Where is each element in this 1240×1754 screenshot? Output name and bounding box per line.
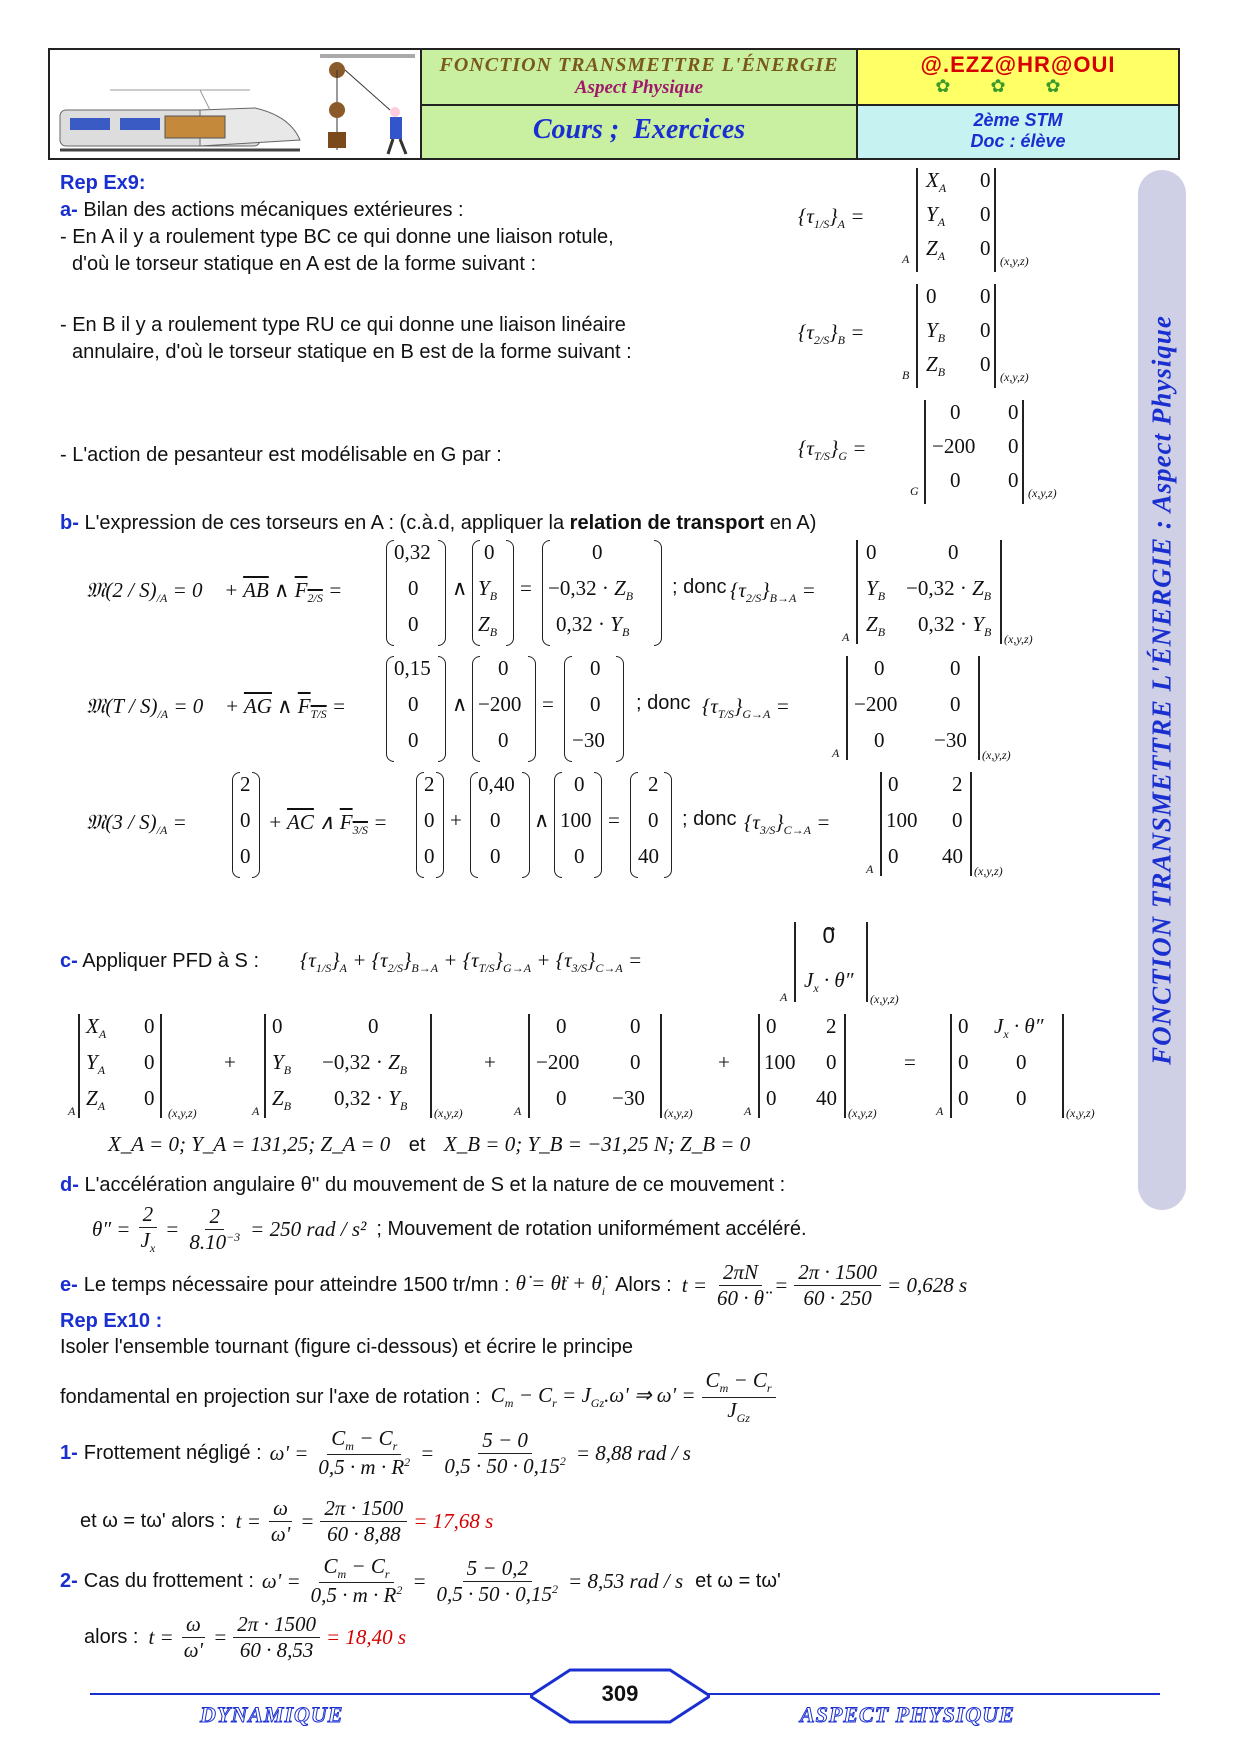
ex9-b-bold: relation de transport [569,512,765,534]
header-level: 2ème STM [973,110,1063,130]
ex10-intro1: Isoler l'ensemble tournant (figure ci-dessous) et écrire le principe [60,1336,633,1358]
side-label: FONCTION TRANSMETTRE L'ÉNERGIE : Aspect Physique [1146,315,1177,1065]
ex9-a-line3: - En B il y a roulement type RU ce qui donne une liaison linéaire [60,314,626,336]
ex10-p1-row: 1- Frottement négligé : ω' = $\frac{C_m - C_r}{0,5 \cdot m \cdot R^2}$ = $\frac{5 - 0}{0,5 \cdot 50 \cdot 0,15^2}$ = 8,88 rad / s [60,1425,691,1480]
donc-2: ; donc [636,692,691,714]
header-box [48,48,1180,160]
torsor-1S-A: $\{\tau_{1/S}\}_A$ = $X_A$ 0 $Y_A$ 0 $Z_A$ 0 A (x,y,z) [798,168,1048,276]
result-A: X_A = 0; Y_A = 131,25; Z_A = 0 [108,1132,391,1156]
header-subtitle: Aspect Physique [574,77,704,98]
ex9-b-text1: L'expression de ces torseurs en A : (c.à.d, appliquer la [84,512,570,534]
ex10-p1-et: et ω = tω' alors : [80,1510,226,1532]
header-title-cell [422,50,858,106]
ex9-a-text: Bilan des actions mécaniques extérieures : [83,199,464,221]
ex9-b-tag: b- [60,512,79,534]
ex9-a-line2: d'où le torseur statique en A est de la forme suivant : [72,253,537,275]
train-pulley-illustration [50,50,420,158]
header-cours-cell [422,106,858,158]
ex9-a-line1: - En A il y a roulement type BC ce qui donne une liaison rotule, [60,226,614,248]
ex10-p2-text: Cas du frottement : [83,1570,254,1592]
ex10-p1-time: = 17,68 s [413,1508,494,1533]
flower-icons: ✿✿✿ [935,76,1101,96]
ex9-d-formula: θ″ = $\frac{2}{J_x}$ = $\frac{2}{8.10^{-3}}$ = 250 rad / s² ; Mouvement de rotation uniformément accéléré. [92,1201,807,1256]
header-title: FONCTION TRANSMETTRE L'ÉNERGIE [439,54,839,76]
torsor-TS-G: $\{\tau_{T/S}\}_G$ = 0 0 −200 0 0 0 G (x,y,z) [798,400,1078,508]
ex9-d-nature: ; Mouvement de rotation uniformément accéléré. [376,1218,807,1240]
ex9-title: Rep Ex9: [60,172,146,194]
pfd-results [108,1132,750,1158]
ex10-intro2-row: fondamental en projection sur l'axe de rotation : $C_m - C_r = J_{Gz}.\omega'$ ⇒ ω' = $\frac{C_m - C_r}{J_{Gz}}$ [60,1360,776,1434]
ex10-p1-val: = 8,88 rad / s [575,1440,691,1465]
torsor-2S-B: $\{\tau_{2/S}\}_B$ = 0 0 $Y_B$ 0 $Z_B$ 0 B (x,y,z) [798,284,1048,392]
ex9-e-text: Le temps nécessaire pour atteindre 1500 tr/mn : [83,1274,510,1296]
ex9-c-tag: c- [60,950,78,972]
ex9-e-result: = 0,628 s [887,1272,968,1297]
ex10-p1-text: Frottement négligé : [83,1442,262,1464]
ex9-b [60,510,816,536]
transport-moment-2S: 𝔐(2 / $S)_{/A}$ = 0⃗ + $\overline{AB}$ ∧ $F_{2/S}$ = 0,32 0 0 ∧ 0 $Y_B$ $Z_B$ = 0 $-0,32 \cdot Z_B$ $0,32 \cdot Y_B$ ; donc $\{\tau_{2/S}\}_{B\to A}$ = 0 0 $Y_B$ $-0,32 \cdot Z_B$ $Z_B$ $0,32 \cdot Y_B$ A (x,y,z) [86,540,1033,646]
pfd-expanded: $X_A$ 0 $Y_A$ 0 $Z_A$ 0 A (x,y,z) + 0 0 $Y_B$ $-0,32 \cdot Z_B$ $Z_B$ $0,32 \cdot Y_B$ A (x,y,z) + 0 0 −200 0 0 −30 A (x,y,z) + 0 2 100 0 0 40 A (x,y,z) = 0 $J_x \cdot \theta''$ 0 0 0 0 A (x,y,z) [68,1014,1095,1120]
ex10-p2-alors: alors : [84,1626,139,1648]
header-cours: Cours ; Exercices [532,114,746,145]
header-brand-cell [858,50,1178,106]
ex9-a-line4: annulaire, d'où le torseur statique en B est de la forme suivant : [72,341,632,363]
ex9-c-text: Appliquer PFD à S : [82,950,259,972]
footer-right: ASPECT PHYSIQUE [800,1702,1015,1727]
result-B: X_B = 0; Y_B = −31,25 N; Z_B = 0 [443,1132,751,1156]
header-illustration [50,50,422,158]
header-doc: Doc : élève [970,131,1066,151]
ex10-p2-val: = 8,53 rad / s [568,1568,684,1593]
transport-moment-3S: 𝔐(3 / $S)_{/A}$ = 2 0 0 + $\overline{AC}$ ∧ $F_{3/S}$ = 2 0 0 + 0,40 0 0 ∧ 0 100 0 = 2 0 40 ; donc $\{\tau_{3/S}\}_{C\to A}$ = 0 2 100 0 0 40 A (x,y,z) [86,772,1003,878]
header-brand: @.EZZ@HR@OUI [920,52,1116,77]
ex9-e-alors: Alors : [615,1274,672,1296]
transport-moment-TS: 𝔐(T / $S)_{/A}$ = 0⃗ + $\overline{AG}$ ∧ $F_{T/S}$ = 0,15 0 0 ∧ 0 −200 0 = 0 0 −30 ; donc $\{\tau_{T/S}\}_{G\to A}$ = 0 0 −200 0 0 −30 A (x,y,z) [86,656,1011,762]
ex10-intro2: fondamental en projection sur l'axe de rotation : [60,1386,481,1408]
footer-left: DYNAMIQUE [200,1702,344,1727]
header-level-cell [858,106,1178,158]
ex9-e: e- Le temps nécessaire pour atteindre 1500 tr/mn : θ̇ = θ̈t + $\thetȧ_i$ Alors : t = $\frac{2\pi N}{60 \cdot \thetä}$ = $\frac{2\pi \cdot 1500}{60 \cdot 250}$ = 0,628 s [60,1259,968,1310]
donc-3: ; donc [682,808,737,830]
ex10-p2-tag: 2- [60,1570,78,1592]
ex9-a-tag: a- [60,199,78,221]
ex10-title: Rep Ex10 : [60,1310,163,1332]
ex9-c [60,948,259,974]
pfd-sum: $\{\tau_{1/S}\}_A + \{\tau_{2/S}\}_{B\to A} + \{\tau_{T/S}\}_{G\to A} + \{\tau_{3/S}\}_{C\to A}$ = 0⃗ $J_x \cdot \theta''$ A (x,y,z) [300,924,899,1006]
ex10-p1-time-row: et ω = tω' alors : t = $\frac{\omega}{\omega'}$ = $\frac{2\pi \cdot 1500}{60 \cdot 8,88}$ = 17,68 s [80,1495,494,1546]
ex10-p2-et: et ω = tω' [695,1570,781,1592]
ex9-a-line5: - L'action de pesanteur est modélisable en G par : [60,444,502,466]
ex9-d [60,1172,785,1198]
ex9-d-text: L'accélération angulaire θ'' du mouvement de S et la nature de ce mouvement : [84,1174,786,1196]
page-number: 309 [601,1681,639,1706]
ex10-p2-time: = 18,40 s [326,1624,407,1649]
ex10-p1-tag: 1- [60,1442,78,1464]
side-banner [1138,170,1186,1210]
ex9-d-result: = 250 rad / s² [250,1216,367,1241]
ex9-b-text2: en A) [764,512,817,534]
ex9-a [60,197,464,223]
ex10-p2-row: 2- Cas du frottement : ω' = $\frac{C_m - C_r}{0,5 \cdot m \cdot R^2}$ = $\frac{5 - 0,2}{0,5 \cdot 50 \cdot 0,15^2}$ = 8,53 rad / s et ω = tω' [60,1553,781,1608]
ex10-p2-time-row: alors : t = $\frac{\omega}{\omega'}$ = $\frac{2\pi \cdot 1500}{60 \cdot 8,53}$ = 18,40 s [84,1611,407,1662]
donc-1: ; donc [672,576,727,598]
result-et: et [408,1134,426,1156]
ex9-d-tag: d- [60,1174,79,1196]
ex9-e-tag: e- [60,1274,78,1296]
